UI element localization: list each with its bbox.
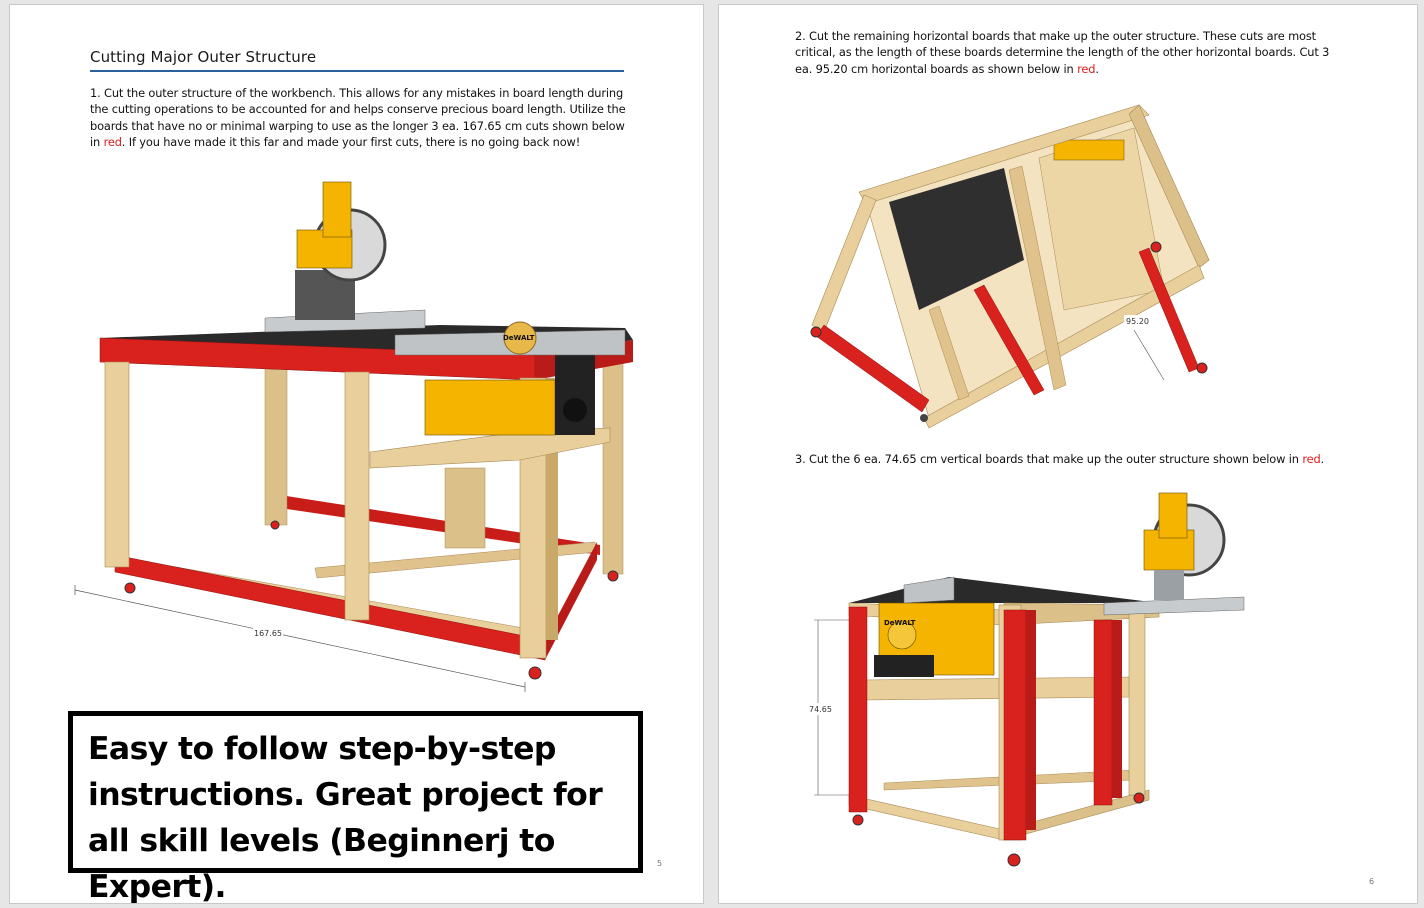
table-saw-brand: DeWALT <box>503 334 535 342</box>
step-1-paragraph <box>90 85 626 150</box>
section-heading: Cutting Major Outer Structure <box>90 48 317 66</box>
step-2-text-end: . <box>1095 61 1099 76</box>
page-number-right: 6 <box>1369 877 1375 886</box>
dimension-label-95: 95.20 <box>1126 317 1149 326</box>
step-2-red-word: red <box>1077 61 1096 76</box>
step-3-paragraph <box>795 451 1355 467</box>
step-3-red-word: red <box>1302 452 1321 466</box>
workbench-illustration-3 <box>804 485 1274 875</box>
left-page <box>9 4 704 904</box>
workbench-illustration-1 <box>65 170 645 695</box>
step-1-red-word: red <box>103 134 122 149</box>
page-number-left: 5 <box>657 859 663 868</box>
heading-rule <box>90 70 624 72</box>
step-3-text: 3. Cut the 6 ea. 74.65 cm vertical boards that make up the outer structure shown below in <box>795 452 1303 466</box>
dimension-label-167: 167.65 <box>254 629 282 638</box>
step-2-text: 2. Cut the remaining horizontal boards that make up the outer structure. These cuts are most critical, as the length of these boards determine the length of the other horizontal boards. Cut 3 ea. 95.20 cm horizontal boards as shown below in <box>795 29 1330 76</box>
dimension-label-74: 74.65 <box>809 705 832 714</box>
workbench-illustration-2 <box>804 100 1214 430</box>
right-page <box>718 4 1418 904</box>
step-1-text: 1. Cut the outer structure of the workbench. This allows for any mistakes in board length during the cutting operations to be accounted for and helps conserve precious board length. Utilize the boards that have no or minimal warping to use as the longer 3 ea. 167.65 cm cuts shown below in <box>90 86 626 149</box>
table-saw-brand-2: DeWALT <box>884 619 916 627</box>
promo-callout-box: Easy to follow step-by-step instructions. Great project for all skill levels (Beginnerj to Expert). <box>68 711 643 873</box>
step-3-text-end: . <box>1320 452 1325 466</box>
step-2-paragraph <box>795 28 1335 77</box>
step-1-text-end: . If you have made it this far and made your first cuts, there is no going back now! <box>121 134 581 149</box>
